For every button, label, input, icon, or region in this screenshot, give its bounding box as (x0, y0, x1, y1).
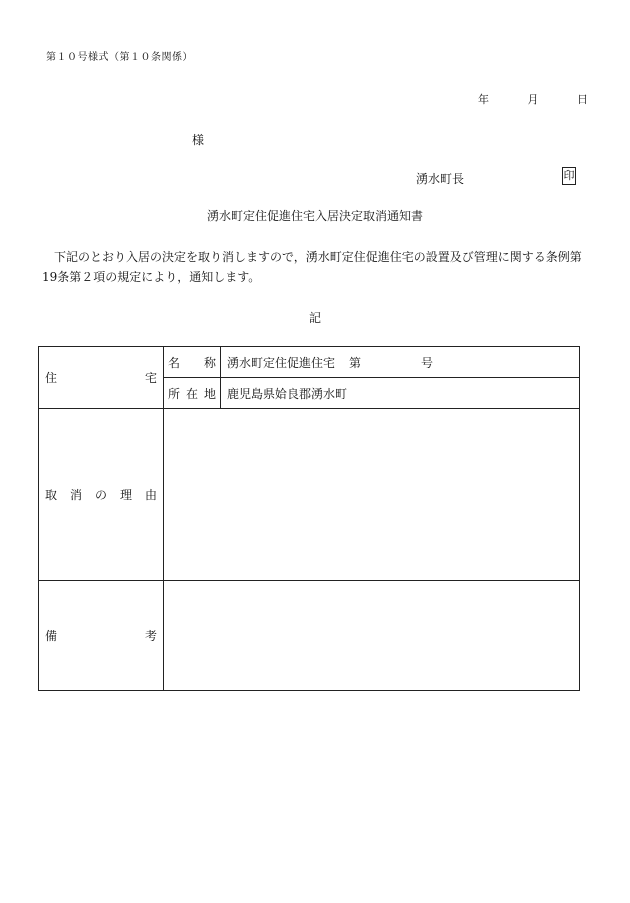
label-char: 地 (203, 386, 216, 401)
label-char: 所 (168, 386, 181, 401)
label-char: 称 (203, 355, 216, 370)
remarks-value-cell[interactable] (164, 580, 580, 690)
reason-label-cell (39, 409, 164, 580)
details-table (38, 346, 580, 691)
label-char: 取 (45, 487, 58, 502)
label-char: の (94, 487, 107, 502)
table-row (39, 580, 580, 690)
label-char: 住 (45, 371, 58, 386)
housing-label-cell (39, 347, 164, 409)
location-value-cell[interactable] (221, 378, 580, 409)
table-row (39, 347, 580, 378)
location-label (168, 385, 216, 402)
table-row (39, 409, 580, 580)
date-month-label: 月 (527, 93, 539, 106)
name-value-cell[interactable] (221, 347, 580, 378)
remarks-label (39, 627, 163, 644)
name-dai: 第 (349, 355, 362, 370)
document-title: 湧水町定住促進住宅入居決定取消通知書 (206, 209, 423, 223)
label-char: 在 (185, 386, 198, 401)
date-year-label: 年 (478, 93, 489, 106)
label-char: 消 (69, 487, 82, 502)
label-char: 備 (45, 628, 58, 643)
date-line (478, 91, 588, 107)
name-go: 号 (421, 355, 434, 370)
name-label (168, 354, 216, 371)
date-day-label: 日 (577, 93, 588, 106)
housing-label (39, 369, 163, 386)
remarks-label-cell (39, 580, 164, 690)
label-char: 宅 (144, 371, 157, 386)
issuer-name: 湧水町長 (416, 172, 465, 186)
name-label-cell (164, 347, 221, 378)
label-char: 名 (168, 355, 181, 370)
seal-mark: 印 (562, 167, 576, 185)
body-text: 下記のとおり入居の決定を取り消しますので，湧水町定住促進住宅の設置及び管理に関する条例第19条第２項の規定により，通知します。 (42, 250, 582, 284)
form-number: 第１０号様式（第１０条関係） (46, 52, 193, 63)
body-paragraph (42, 247, 590, 287)
location-label-cell (164, 378, 221, 409)
label-char: 由 (144, 487, 157, 502)
reason-value-cell[interactable] (164, 409, 580, 580)
addressee-suffix: 様 (192, 133, 205, 147)
label-char: 考 (144, 628, 157, 643)
reason-label (39, 486, 163, 503)
label-char: 理 (119, 487, 132, 502)
ki-heading: 記 (308, 311, 321, 325)
name-value: 湧水町定住促進住宅 (227, 355, 336, 370)
location-value: 鹿児島県姶良郡湧水町 (227, 386, 348, 401)
